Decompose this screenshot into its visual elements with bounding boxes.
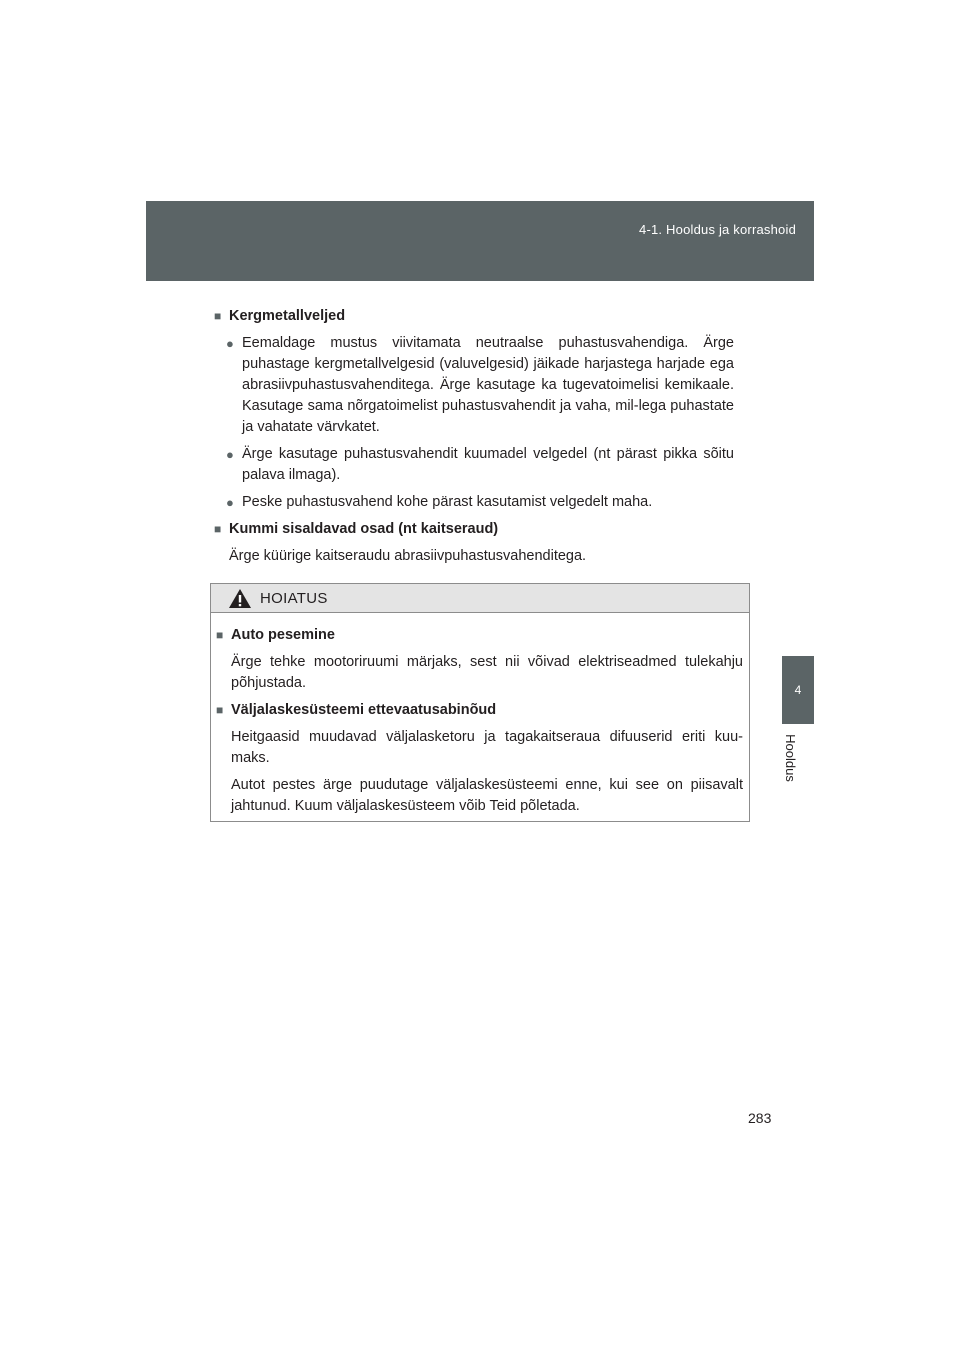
exhaust-text: Heitgaasid muudavad väljalasketoru ja tagakaitseraua difuuserid eriti kuu-maks. <box>231 729 743 766</box>
rubber-heading <box>214 519 734 540</box>
rubber-text: Ärge küürige kaitseraudu abrasiivpuhastusvahenditega. <box>229 548 587 564</box>
circle-bullet-icon: ● <box>226 336 234 351</box>
page-number: 283 <box>748 1110 772 1126</box>
warning-body <box>211 613 749 817</box>
chapter-number: 4 <box>794 683 802 697</box>
exhaust-text: Autot pestes ärge puudutage väljalaskesüsteemi enne, kui see on piisavalt jahtunud. Kuum väljalaskesüsteem võib Teid põletada. <box>231 777 743 814</box>
wash-heading <box>216 625 743 646</box>
list-item-text: Eemaldage mustus viivitamata neutraalse puhastusvahendiga. Ärge puhastage kergmetallvelgesid (valuvelgesid) jäikade harjastega harjade ega abrasiivpuhastusvahenditega. Ärge kasutage ka tugevatoimelisi kemikaale. Kasutage sama nõrgatoimelist puhastusvahendit ja vaha, mil-lega puhastate ja vahatate värvkatet. <box>242 335 734 435</box>
square-bullet-icon: ■ <box>214 522 222 536</box>
section-title: 4-1. Hooldus ja korrashoid <box>639 222 796 237</box>
square-bullet-icon: ■ <box>216 703 224 717</box>
list-item <box>226 444 734 486</box>
chapter-tab <box>782 656 814 724</box>
wash-text: Ärge tehke mootoriruumi märjaks, sest nii võivad elektriseadmed tulekahju põhjustada. <box>231 654 743 691</box>
warning-header <box>211 584 749 613</box>
warning-title: HOIATUS <box>260 589 328 607</box>
exhaust-heading <box>216 700 743 721</box>
square-bullet-icon: ■ <box>214 309 222 323</box>
warning-triangle-icon <box>228 588 252 609</box>
wash-heading-text: Auto pesemine <box>231 627 335 643</box>
warning-box <box>210 583 750 822</box>
list-item <box>226 333 734 438</box>
main-content <box>214 306 734 573</box>
header-band <box>146 201 814 281</box>
circle-bullet-icon: ● <box>226 495 234 510</box>
square-bullet-icon: ■ <box>216 628 224 642</box>
chapter-label: Hooldus <box>783 734 798 782</box>
list-item-text: Peske puhastusvahend kohe pärast kasutamist velgedelt maha. <box>242 494 653 510</box>
alloy-heading-text: Kergmetallveljed <box>229 308 346 324</box>
alloy-heading <box>214 306 734 327</box>
list-item <box>226 492 734 513</box>
exhaust-heading-text: Väljalaskesüsteemi ettevaatusabinõud <box>231 702 497 718</box>
list-item-text: Ärge kasutage puhastusvahendit kuumadel velgedel (nt pärast pikka sõitu palava ilmaga). <box>242 446 734 483</box>
rubber-heading-text: Kummi sisaldavad osad (nt kaitseraud) <box>229 521 499 537</box>
circle-bullet-icon: ● <box>226 447 234 462</box>
